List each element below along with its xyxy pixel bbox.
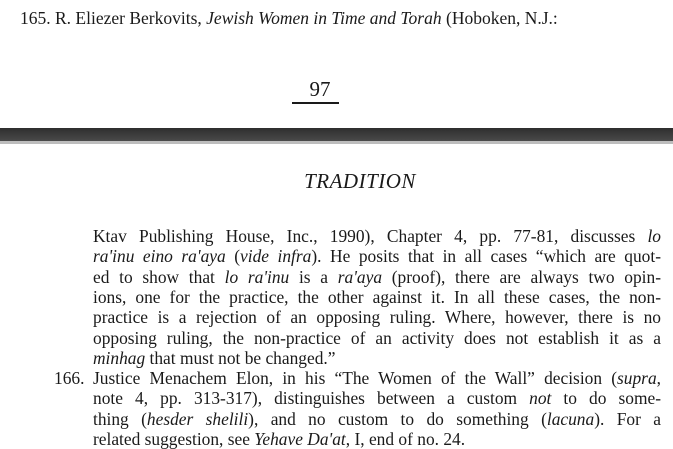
footnote-line: Ktav Publishing House, Inc., 1990), Chapter 4, pp. 77-81, discusses lo	[93, 226, 661, 246]
page-break-shadow	[0, 141, 673, 144]
footnote-number: 166.	[54, 368, 85, 389]
previous-page-clipped-edge	[0, 0, 673, 6]
footnote-line: ra'inu eino ra'aya (vide infra). He posits that in all cases “which are quot-	[93, 246, 661, 267]
footnote-text: R. Eliezer Berkovits, Jewish Women in Time and Torah (Hoboken, N.J.:	[55, 8, 558, 28]
footnote-line: opposing ruling, the non-practice of an activity does not establish it as a	[93, 327, 661, 348]
page-number: 97	[309, 77, 331, 101]
footnote-line: ed to show that lo ra'inu is a ra'aya (proof), there are always two opin-	[93, 266, 661, 287]
footnote-line: ions, one for the practice, the other against it. In all these cases, the non-	[93, 286, 661, 307]
footnote-line: practice is a rejection of an opposing ruling. Where, however, there is no	[93, 307, 661, 328]
page-break-divider	[0, 128, 673, 141]
footnote-number: 165.	[20, 8, 51, 28]
footnote-line: note 4, pp. 313-317), distinguishes between a custom not to do some-	[93, 388, 661, 409]
running-head: TRADITION	[304, 169, 416, 193]
footnote-line: thing (hesder shelili), and no custom to do something (lacuna). For a	[93, 408, 661, 429]
footnote-line: related suggestion, see Yehave Da'at, I, end of no. 24.	[93, 429, 466, 449]
page-number-underline	[292, 102, 339, 104]
previous-page-footnote-165	[20, 7, 670, 29]
footnote-line: Justice Menachem Elon, in his “The Women of the Wall” decision (supra,	[93, 368, 661, 389]
footnote-line: minhag that must not be changed.”	[93, 347, 336, 368]
